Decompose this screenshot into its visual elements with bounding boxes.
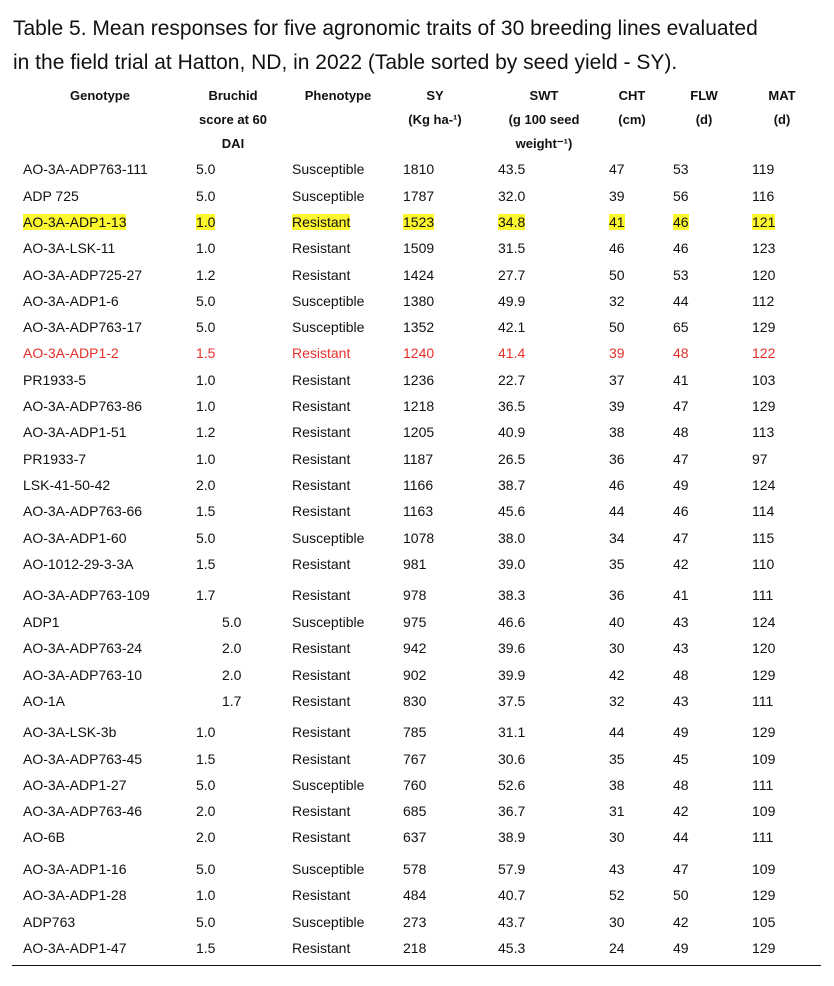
cell-swt: 27.7 xyxy=(498,267,526,283)
table-row xyxy=(0,884,834,906)
cell-phenotype: Resistant xyxy=(292,829,351,845)
cell-sy: 981 xyxy=(403,556,427,572)
cell-phenotype: Susceptible xyxy=(292,161,365,177)
cell-flw: 49 xyxy=(673,724,689,740)
cell-mat: 110 xyxy=(752,556,775,572)
cell-genotype: AO-1A xyxy=(23,693,66,709)
cell-mat: 111 xyxy=(752,777,774,793)
cell-mat: 109 xyxy=(752,751,776,767)
cell-mat: 122 xyxy=(752,345,776,361)
cell-swt: 34.8 xyxy=(498,214,526,230)
table-row xyxy=(0,774,834,796)
cell-swt: 45.6 xyxy=(498,503,526,519)
cell-flw: 53 xyxy=(673,267,689,283)
cell-cht: 50 xyxy=(609,319,625,335)
cell-sy: 273 xyxy=(403,914,427,930)
cell-phenotype: Resistant xyxy=(292,372,351,388)
cell-swt: 36.5 xyxy=(498,398,526,414)
table-row xyxy=(0,826,834,848)
cell-swt: 39.0 xyxy=(498,556,526,572)
cell-phenotype: Resistant xyxy=(292,240,351,256)
cell-mat: 124 xyxy=(752,614,776,630)
cell-cht: 38 xyxy=(609,424,625,440)
cell-sy: 685 xyxy=(403,803,427,819)
cell-bruchid: 1.5 xyxy=(196,940,216,956)
cell-bruchid: 1.0 xyxy=(196,214,216,230)
column-header-genotype xyxy=(40,84,160,108)
cell-sy: 767 xyxy=(403,751,427,767)
cell-flw: 45 xyxy=(673,751,689,767)
cell-sy: 1166 xyxy=(403,477,434,493)
column-header-line: (g 100 seed xyxy=(508,112,580,127)
cell-mat: 114 xyxy=(752,503,775,519)
cell-phenotype: Resistant xyxy=(292,940,351,956)
cell-phenotype: Susceptible xyxy=(292,861,365,877)
cell-genotype: AO-3A-ADP763-86 xyxy=(23,398,143,414)
cell-bruchid: 5.0 xyxy=(196,188,216,204)
table-row xyxy=(0,211,834,233)
table-row xyxy=(0,611,834,633)
cell-phenotype: Resistant xyxy=(292,503,351,519)
cell-mat: 121 xyxy=(752,214,776,230)
cell-genotype: AO-6B xyxy=(23,829,66,845)
cell-genotype: AO-3A-ADP763-66 xyxy=(23,503,143,519)
cell-genotype: AO-3A-ADP763-17 xyxy=(23,319,143,335)
cell-flw: 44 xyxy=(673,829,689,845)
cell-swt: 22.7 xyxy=(498,372,526,388)
cell-bruchid: 5.0 xyxy=(196,777,216,793)
column-header-line: (d) xyxy=(773,112,791,127)
cell-genotype: PR1933-7 xyxy=(23,451,87,467)
cell-cht: 36 xyxy=(609,587,625,603)
cell-cht: 37 xyxy=(609,372,625,388)
cell-sy: 1187 xyxy=(403,451,434,467)
cell-swt: 46.6 xyxy=(498,614,526,630)
table-row xyxy=(0,158,834,180)
cell-swt: 38.0 xyxy=(498,530,526,546)
cell-cht: 35 xyxy=(609,556,625,572)
column-header-line: (Kg ha-¹) xyxy=(408,112,462,127)
cell-flw: 48 xyxy=(673,345,689,361)
table-row xyxy=(0,342,834,364)
cell-genotype: AO-3A-ADP1-60 xyxy=(23,530,127,546)
table-caption xyxy=(13,12,823,80)
cell-mat: 111 xyxy=(752,829,774,845)
cell-sy: 1078 xyxy=(403,530,435,546)
cell-genotype: AO-1012-29-3-3A xyxy=(23,556,134,572)
cell-phenotype: Susceptible xyxy=(292,530,365,546)
cell-genotype: PR1933-5 xyxy=(23,372,87,388)
cell-phenotype: Susceptible xyxy=(292,777,365,793)
cell-flw: 44 xyxy=(673,293,689,309)
cell-flw: 53 xyxy=(673,161,689,177)
cell-swt: 37.5 xyxy=(498,693,526,709)
table-row xyxy=(0,800,834,822)
cell-phenotype: Susceptible xyxy=(292,614,365,630)
cell-phenotype: Resistant xyxy=(292,587,351,603)
cell-bruchid: 1.0 xyxy=(196,724,216,740)
cell-bruchid: 5.0 xyxy=(196,319,216,335)
table-row xyxy=(0,369,834,391)
cell-cht: 44 xyxy=(609,724,625,740)
cell-mat: 109 xyxy=(752,861,776,877)
cell-cht: 39 xyxy=(609,398,625,414)
table-row xyxy=(0,395,834,417)
cell-mat: 120 xyxy=(752,640,776,656)
cell-flw: 43 xyxy=(673,614,689,630)
cell-flw: 47 xyxy=(673,861,689,877)
cell-cht: 39 xyxy=(609,345,625,361)
cell-flw: 56 xyxy=(673,188,689,204)
table-row xyxy=(0,316,834,338)
cell-genotype: AO-3A-ADP763-24 xyxy=(23,640,143,656)
cell-mat: 123 xyxy=(752,240,776,256)
cell-flw: 42 xyxy=(673,556,689,572)
column-header-line: DAI xyxy=(221,136,245,151)
cell-swt: 36.7 xyxy=(498,803,526,819)
cell-flw: 42 xyxy=(673,914,689,930)
cell-bruchid: 1.2 xyxy=(196,424,216,440)
cell-cht: 32 xyxy=(609,293,625,309)
cell-phenotype: Resistant xyxy=(292,477,351,493)
cell-sy: 1509 xyxy=(403,240,435,256)
cell-genotype: AO-3A-ADP763-46 xyxy=(23,803,143,819)
cell-bruchid: 1.5 xyxy=(196,751,216,767)
cell-phenotype: Resistant xyxy=(292,724,351,740)
table-row xyxy=(0,690,834,712)
cell-cht: 41 xyxy=(609,214,625,230)
cell-genotype: AO-3A-ADP1-6 xyxy=(23,293,119,309)
column-header-sy xyxy=(400,84,470,132)
cell-cht: 36 xyxy=(609,451,625,467)
cell-bruchid: 1.0 xyxy=(196,887,216,903)
cell-sy: 1163 xyxy=(403,503,434,519)
cell-bruchid: 5.0 xyxy=(196,861,216,877)
cell-genotype: AO-3A-ADP763-45 xyxy=(23,751,143,767)
cell-cht: 46 xyxy=(609,240,625,256)
cell-swt: 45.3 xyxy=(498,940,526,956)
cell-mat: 124 xyxy=(752,477,776,493)
table-row xyxy=(0,421,834,443)
cell-swt: 42.1 xyxy=(498,319,526,335)
cell-mat: 113 xyxy=(752,424,775,440)
cell-cht: 30 xyxy=(609,914,625,930)
cell-phenotype: Resistant xyxy=(292,887,351,903)
cell-phenotype: Resistant xyxy=(292,398,351,414)
cell-phenotype: Resistant xyxy=(292,214,351,230)
cell-sy: 484 xyxy=(403,887,427,903)
cell-genotype: LSK-41-50-42 xyxy=(23,477,111,493)
cell-swt: 57.9 xyxy=(498,861,526,877)
cell-mat: 119 xyxy=(752,161,775,177)
cell-flw: 48 xyxy=(673,424,689,440)
cell-flw: 46 xyxy=(673,214,689,230)
table-row xyxy=(0,911,834,933)
cell-genotype: AO-3A-ADP1-13 xyxy=(23,214,127,230)
cell-cht: 30 xyxy=(609,640,625,656)
cell-bruchid: 5.0 xyxy=(196,161,216,177)
column-header-line: SY xyxy=(426,88,444,103)
table-bottom-rule xyxy=(12,965,821,966)
cell-cht: 34 xyxy=(609,530,625,546)
cell-sy: 1523 xyxy=(403,214,435,230)
cell-cht: 32 xyxy=(609,693,625,709)
cell-phenotype: Susceptible xyxy=(292,319,365,335)
cell-bruchid: 1.7 xyxy=(222,693,242,709)
cell-sy: 1218 xyxy=(403,398,435,414)
cell-sy: 760 xyxy=(403,777,427,793)
cell-bruchid: 1.2 xyxy=(196,267,216,283)
column-header-bruchid xyxy=(188,84,278,156)
cell-mat: 120 xyxy=(752,267,776,283)
cell-genotype: AO-3A-ADP1-16 xyxy=(23,861,127,877)
column-header-line: Genotype xyxy=(70,88,130,103)
cell-bruchid: 1.5 xyxy=(196,345,216,361)
cell-genotype: AO-3A-ADP1-47 xyxy=(23,940,127,956)
cell-flw: 42 xyxy=(673,803,689,819)
cell-flw: 41 xyxy=(673,587,689,603)
cell-phenotype: Resistant xyxy=(292,345,351,361)
cell-mat: 105 xyxy=(752,914,776,930)
cell-cht: 39 xyxy=(609,188,625,204)
table-row xyxy=(0,527,834,549)
cell-cht: 42 xyxy=(609,667,625,683)
cell-bruchid: 1.5 xyxy=(196,556,216,572)
cell-flw: 43 xyxy=(673,640,689,656)
cell-phenotype: Resistant xyxy=(292,424,351,440)
column-header-phenotype xyxy=(288,84,388,108)
cell-sy: 978 xyxy=(403,587,427,603)
cell-phenotype: Susceptible xyxy=(292,293,365,309)
cell-bruchid: 2.0 xyxy=(196,477,216,493)
table-row xyxy=(0,264,834,286)
column-header-flw xyxy=(679,84,729,132)
column-header-line: CHT xyxy=(618,88,646,103)
column-header-line: MAT xyxy=(768,88,796,103)
cell-flw: 48 xyxy=(673,777,689,793)
cell-mat: 109 xyxy=(752,803,776,819)
cell-cht: 52 xyxy=(609,887,625,903)
table-row xyxy=(0,858,834,880)
cell-cht: 35 xyxy=(609,751,625,767)
cell-sy: 975 xyxy=(403,614,427,630)
column-header-line: Phenotype xyxy=(304,88,372,103)
caption-line-1: Table 5. Mean responses for five agronomic traits of 30 breeding lines evaluated xyxy=(13,17,758,40)
cell-mat: 115 xyxy=(752,530,775,546)
cell-swt: 38.3 xyxy=(498,587,526,603)
cell-flw: 47 xyxy=(673,451,689,467)
cell-genotype: AO-3A-ADP763-111 xyxy=(23,161,148,177)
cell-mat: 129 xyxy=(752,940,776,956)
cell-sy: 942 xyxy=(403,640,427,656)
column-header-line: SWT xyxy=(529,88,559,103)
cell-sy: 830 xyxy=(403,693,427,709)
cell-genotype: AO-3A-LSK-11 xyxy=(23,240,116,256)
table-row xyxy=(0,748,834,770)
cell-mat: 111 xyxy=(752,693,774,709)
cell-mat: 103 xyxy=(752,372,776,388)
cell-sy: 785 xyxy=(403,724,427,740)
table-row xyxy=(0,474,834,496)
cell-genotype: AO-3A-ADP1-27 xyxy=(23,777,127,793)
column-header-mat xyxy=(757,84,807,132)
cell-genotype: ADP 725 xyxy=(23,188,79,204)
cell-flw: 48 xyxy=(673,667,689,683)
column-header-line: FLW xyxy=(690,88,718,103)
cell-bruchid: 1.0 xyxy=(196,398,216,414)
cell-swt: 41.4 xyxy=(498,345,526,361)
table-row xyxy=(0,664,834,686)
cell-phenotype: Resistant xyxy=(292,693,351,709)
cell-sy: 1240 xyxy=(403,345,435,361)
cell-sy: 1352 xyxy=(403,319,435,335)
cell-genotype: ADP1 xyxy=(23,614,60,630)
column-header-cht xyxy=(607,84,657,132)
cell-sy: 578 xyxy=(403,861,427,877)
table-row xyxy=(0,500,834,522)
cell-bruchid: 2.0 xyxy=(196,803,216,819)
cell-mat: 129 xyxy=(752,724,776,740)
cell-phenotype: Resistant xyxy=(292,667,351,683)
cell-swt: 26.5 xyxy=(498,451,526,467)
cell-genotype: AO-3A-LSK-3b xyxy=(23,724,117,740)
cell-mat: 129 xyxy=(752,398,776,414)
cell-phenotype: Resistant xyxy=(292,267,351,283)
cell-sy: 1380 xyxy=(403,293,435,309)
cell-mat: 111 xyxy=(752,587,774,603)
cell-phenotype: Susceptible xyxy=(292,914,365,930)
cell-swt: 39.6 xyxy=(498,640,526,656)
cell-flw: 47 xyxy=(673,530,689,546)
cell-phenotype: Resistant xyxy=(292,803,351,819)
cell-sy: 1787 xyxy=(403,188,435,204)
cell-sy: 637 xyxy=(403,829,427,845)
cell-flw: 41 xyxy=(673,372,689,388)
cell-cht: 46 xyxy=(609,477,625,493)
cell-cht: 31 xyxy=(609,803,625,819)
cell-mat: 129 xyxy=(752,319,776,335)
cell-mat: 129 xyxy=(752,667,776,683)
cell-sy: 1424 xyxy=(403,267,435,283)
column-header-line: weight⁻¹) xyxy=(515,136,573,151)
cell-genotype: AO-3A-ADP763-109 xyxy=(23,587,150,603)
cell-phenotype: Resistant xyxy=(292,451,351,467)
caption-line-2: in the field trial at Hatton, ND, in 2022 (Table sorted by seed yield - SY). xyxy=(13,51,678,74)
cell-phenotype: Resistant xyxy=(292,556,351,572)
cell-bruchid: 1.0 xyxy=(196,240,216,256)
table-row xyxy=(0,721,834,743)
cell-swt: 49.9 xyxy=(498,293,526,309)
cell-bruchid: 5.0 xyxy=(196,530,216,546)
cell-mat: 129 xyxy=(752,887,776,903)
cell-swt: 40.9 xyxy=(498,424,526,440)
cell-phenotype: Susceptible xyxy=(292,188,365,204)
cell-cht: 38 xyxy=(609,777,625,793)
cell-bruchid: 5.0 xyxy=(196,914,216,930)
cell-flw: 65 xyxy=(673,319,689,335)
cell-genotype: AO-3A-ADP1-28 xyxy=(23,887,127,903)
cell-swt: 43.7 xyxy=(498,914,526,930)
cell-phenotype: Resistant xyxy=(292,640,351,656)
cell-sy: 902 xyxy=(403,667,427,683)
column-header-swt xyxy=(494,84,594,156)
cell-bruchid: 1.0 xyxy=(196,372,216,388)
cell-swt: 39.9 xyxy=(498,667,526,683)
column-header-line: score at 60 xyxy=(199,112,267,127)
cell-sy: 218 xyxy=(403,940,427,956)
cell-sy: 1205 xyxy=(403,424,435,440)
cell-swt: 43.5 xyxy=(498,161,526,177)
cell-flw: 50 xyxy=(673,887,689,903)
cell-swt: 30.6 xyxy=(498,751,526,767)
cell-cht: 24 xyxy=(609,940,625,956)
table-row xyxy=(0,185,834,207)
cell-genotype: ADP763 xyxy=(23,914,76,930)
cell-bruchid: 2.0 xyxy=(222,667,242,683)
cell-sy: 1236 xyxy=(403,372,435,388)
cell-genotype: AO-3A-ADP725-27 xyxy=(23,267,143,283)
cell-cht: 44 xyxy=(609,503,625,519)
cell-cht: 30 xyxy=(609,829,625,845)
cell-flw: 43 xyxy=(673,693,689,709)
cell-flw: 49 xyxy=(673,477,689,493)
table-row xyxy=(0,237,834,259)
table-row xyxy=(0,553,834,575)
cell-cht: 50 xyxy=(609,267,625,283)
cell-sy: 1810 xyxy=(403,161,435,177)
cell-bruchid: 1.5 xyxy=(196,503,216,519)
cell-bruchid: 2.0 xyxy=(196,829,216,845)
cell-mat: 116 xyxy=(752,188,775,204)
cell-flw: 46 xyxy=(673,503,689,519)
table-row xyxy=(0,637,834,659)
cell-swt: 31.1 xyxy=(498,724,526,740)
cell-flw: 46 xyxy=(673,240,689,256)
cell-swt: 38.7 xyxy=(498,477,526,493)
cell-mat: 112 xyxy=(752,293,775,309)
cell-genotype: AO-3A-ADP1-51 xyxy=(23,424,127,440)
cell-swt: 32.0 xyxy=(498,188,526,204)
column-header-line: (d) xyxy=(695,112,713,127)
table-row xyxy=(0,584,834,606)
cell-flw: 49 xyxy=(673,940,689,956)
cell-phenotype: Resistant xyxy=(292,751,351,767)
cell-genotype: AO-3A-ADP1-2 xyxy=(23,345,119,361)
cell-swt: 31.5 xyxy=(498,240,526,256)
cell-cht: 40 xyxy=(609,614,625,630)
cell-bruchid: 5.0 xyxy=(196,293,216,309)
column-header-line: Bruchid xyxy=(208,88,258,103)
table-row xyxy=(0,937,834,959)
table-row xyxy=(0,290,834,312)
cell-swt: 52.6 xyxy=(498,777,526,793)
cell-swt: 40.7 xyxy=(498,887,526,903)
cell-bruchid: 1.7 xyxy=(196,587,216,603)
cell-cht: 47 xyxy=(609,161,625,177)
cell-bruchid: 5.0 xyxy=(222,614,242,630)
cell-bruchid: 1.0 xyxy=(196,451,216,467)
cell-bruchid: 2.0 xyxy=(222,640,242,656)
cell-swt: 38.9 xyxy=(498,829,526,845)
cell-mat: 97 xyxy=(752,451,768,467)
cell-cht: 43 xyxy=(609,861,625,877)
table-row xyxy=(0,448,834,470)
cell-flw: 47 xyxy=(673,398,689,414)
column-header-line: (cm) xyxy=(618,112,646,127)
cell-genotype: AO-3A-ADP763-10 xyxy=(23,667,143,683)
